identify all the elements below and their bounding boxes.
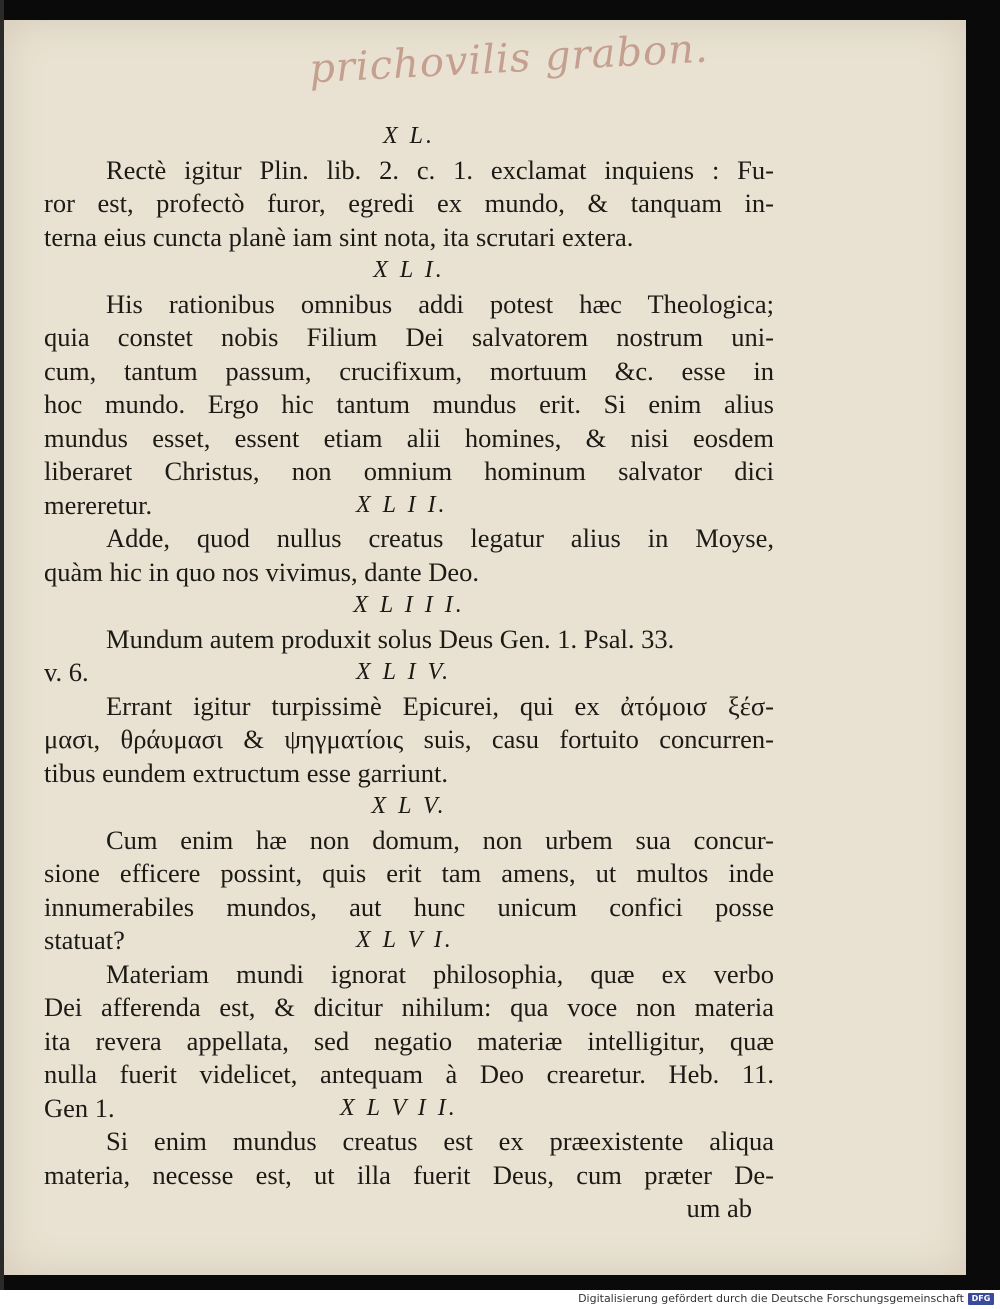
text-line: Materiam mundi ignorat philosophia, quæ ex verbo: [106, 958, 774, 989]
dfg-logo: DFG: [968, 1293, 994, 1305]
text-fragment: mereretur.: [44, 489, 153, 520]
funding-credit: Digitalisierung gefördert durch die Deutsche Forschungsgemeinschaft: [578, 1292, 964, 1305]
text-fragment: Gen 1.: [44, 1092, 115, 1123]
text-line: Si enim mundus creatus est ex præexistente aliqua: [106, 1126, 774, 1156]
book-page: [4, 20, 966, 1275]
text-line: hoc mundo. Ergo hic tantum mundus erit. Si enim alius: [44, 389, 774, 419]
text-line: ita revera appellata, sed negatio materiæ intelligitur, quæ: [44, 1025, 774, 1056]
text-line: His rationibus omnibus addi potest hæc Theologica;: [106, 288, 774, 319]
section-heading: X L V I.: [356, 927, 454, 953]
text-line: tibus eundem extructum esse garriunt.: [44, 757, 449, 788]
text-line: liberaret Christus, non omnium hominum salvator dici: [44, 456, 774, 486]
text-fragment: v. 6.: [44, 657, 89, 687]
text-line-with-heading: [44, 924, 774, 958]
section-heading: X L V.: [371, 793, 447, 819]
text-line: Errant igitur turpissimè Epicurei, qui ex ἀτόμοισ ξέσ-: [106, 690, 774, 721]
text-line: Mundum autem produxit solus Deus Gen. 1. Psal. 33.: [106, 623, 675, 654]
text-line: quàm hic in quo nos vivimus, dante Deo.: [44, 556, 479, 587]
section-heading: X L V I I.: [340, 1094, 458, 1121]
text-fragment: statuat?: [44, 925, 125, 955]
section-heading: X L I V.: [356, 659, 452, 685]
text-line: nulla fuerit videlicet, antequam à Deo crearetur. Heb. 11.: [44, 1059, 774, 1089]
text-line: Adde, quod nullus creatus legatur alius in Moyse,: [106, 523, 774, 553]
text-line: terna eius cuncta planè iam sint nota, ita scrutari extera.: [44, 221, 634, 252]
text-line-with-heading: [44, 489, 774, 523]
text-line: Rectè igitur Plin. lib. 2. c. 1. exclamat inquiens : Fu-: [106, 154, 774, 185]
text-line-with-heading: [44, 1092, 774, 1126]
text-line-with-heading: [44, 656, 774, 690]
text-line: cum, tantum passum, crucifixum, mortuum &c. esse in: [44, 355, 774, 386]
section-heading: X L I.: [373, 257, 445, 283]
text-line: mundus esset, essent etiam alii homines, & nisi eosdem: [44, 422, 774, 453]
section-heading: X L I I I.: [353, 592, 465, 618]
text-line: μασι, θράυμασι & ψηγματίοις suis, casu fortuito concurren-: [44, 724, 774, 754]
handwritten-annotation: prichovilis grabon.: [308, 25, 710, 93]
section-heading: X L.: [382, 123, 435, 149]
section-heading: X L I I.: [356, 491, 448, 518]
digitization-footer: [0, 1290, 1000, 1309]
text-line: sione efficere possint, quis erit tam amens, ut multos inde: [44, 858, 774, 888]
text-line: innumerabiles mundos, aut hunc unicum confici posse: [44, 891, 774, 922]
catchword: um ab: [686, 1193, 752, 1223]
text-line: quia constet nobis Filium Dei salvatorem nostrum uni-: [44, 322, 774, 352]
text-line: materia, necesse est, ut illa fuerit Deus, cum præter De-: [44, 1159, 774, 1190]
text-line: ror est, profectò furor, egredi ex mundo, & tanquam in-: [44, 188, 774, 218]
text-line: Cum enim hæ non domum, non urbem sua concur-: [106, 824, 774, 855]
page-text: [44, 120, 774, 1226]
text-line: Dei afferenda est, & dicitur nihilum: qua voce non materia: [44, 992, 774, 1022]
